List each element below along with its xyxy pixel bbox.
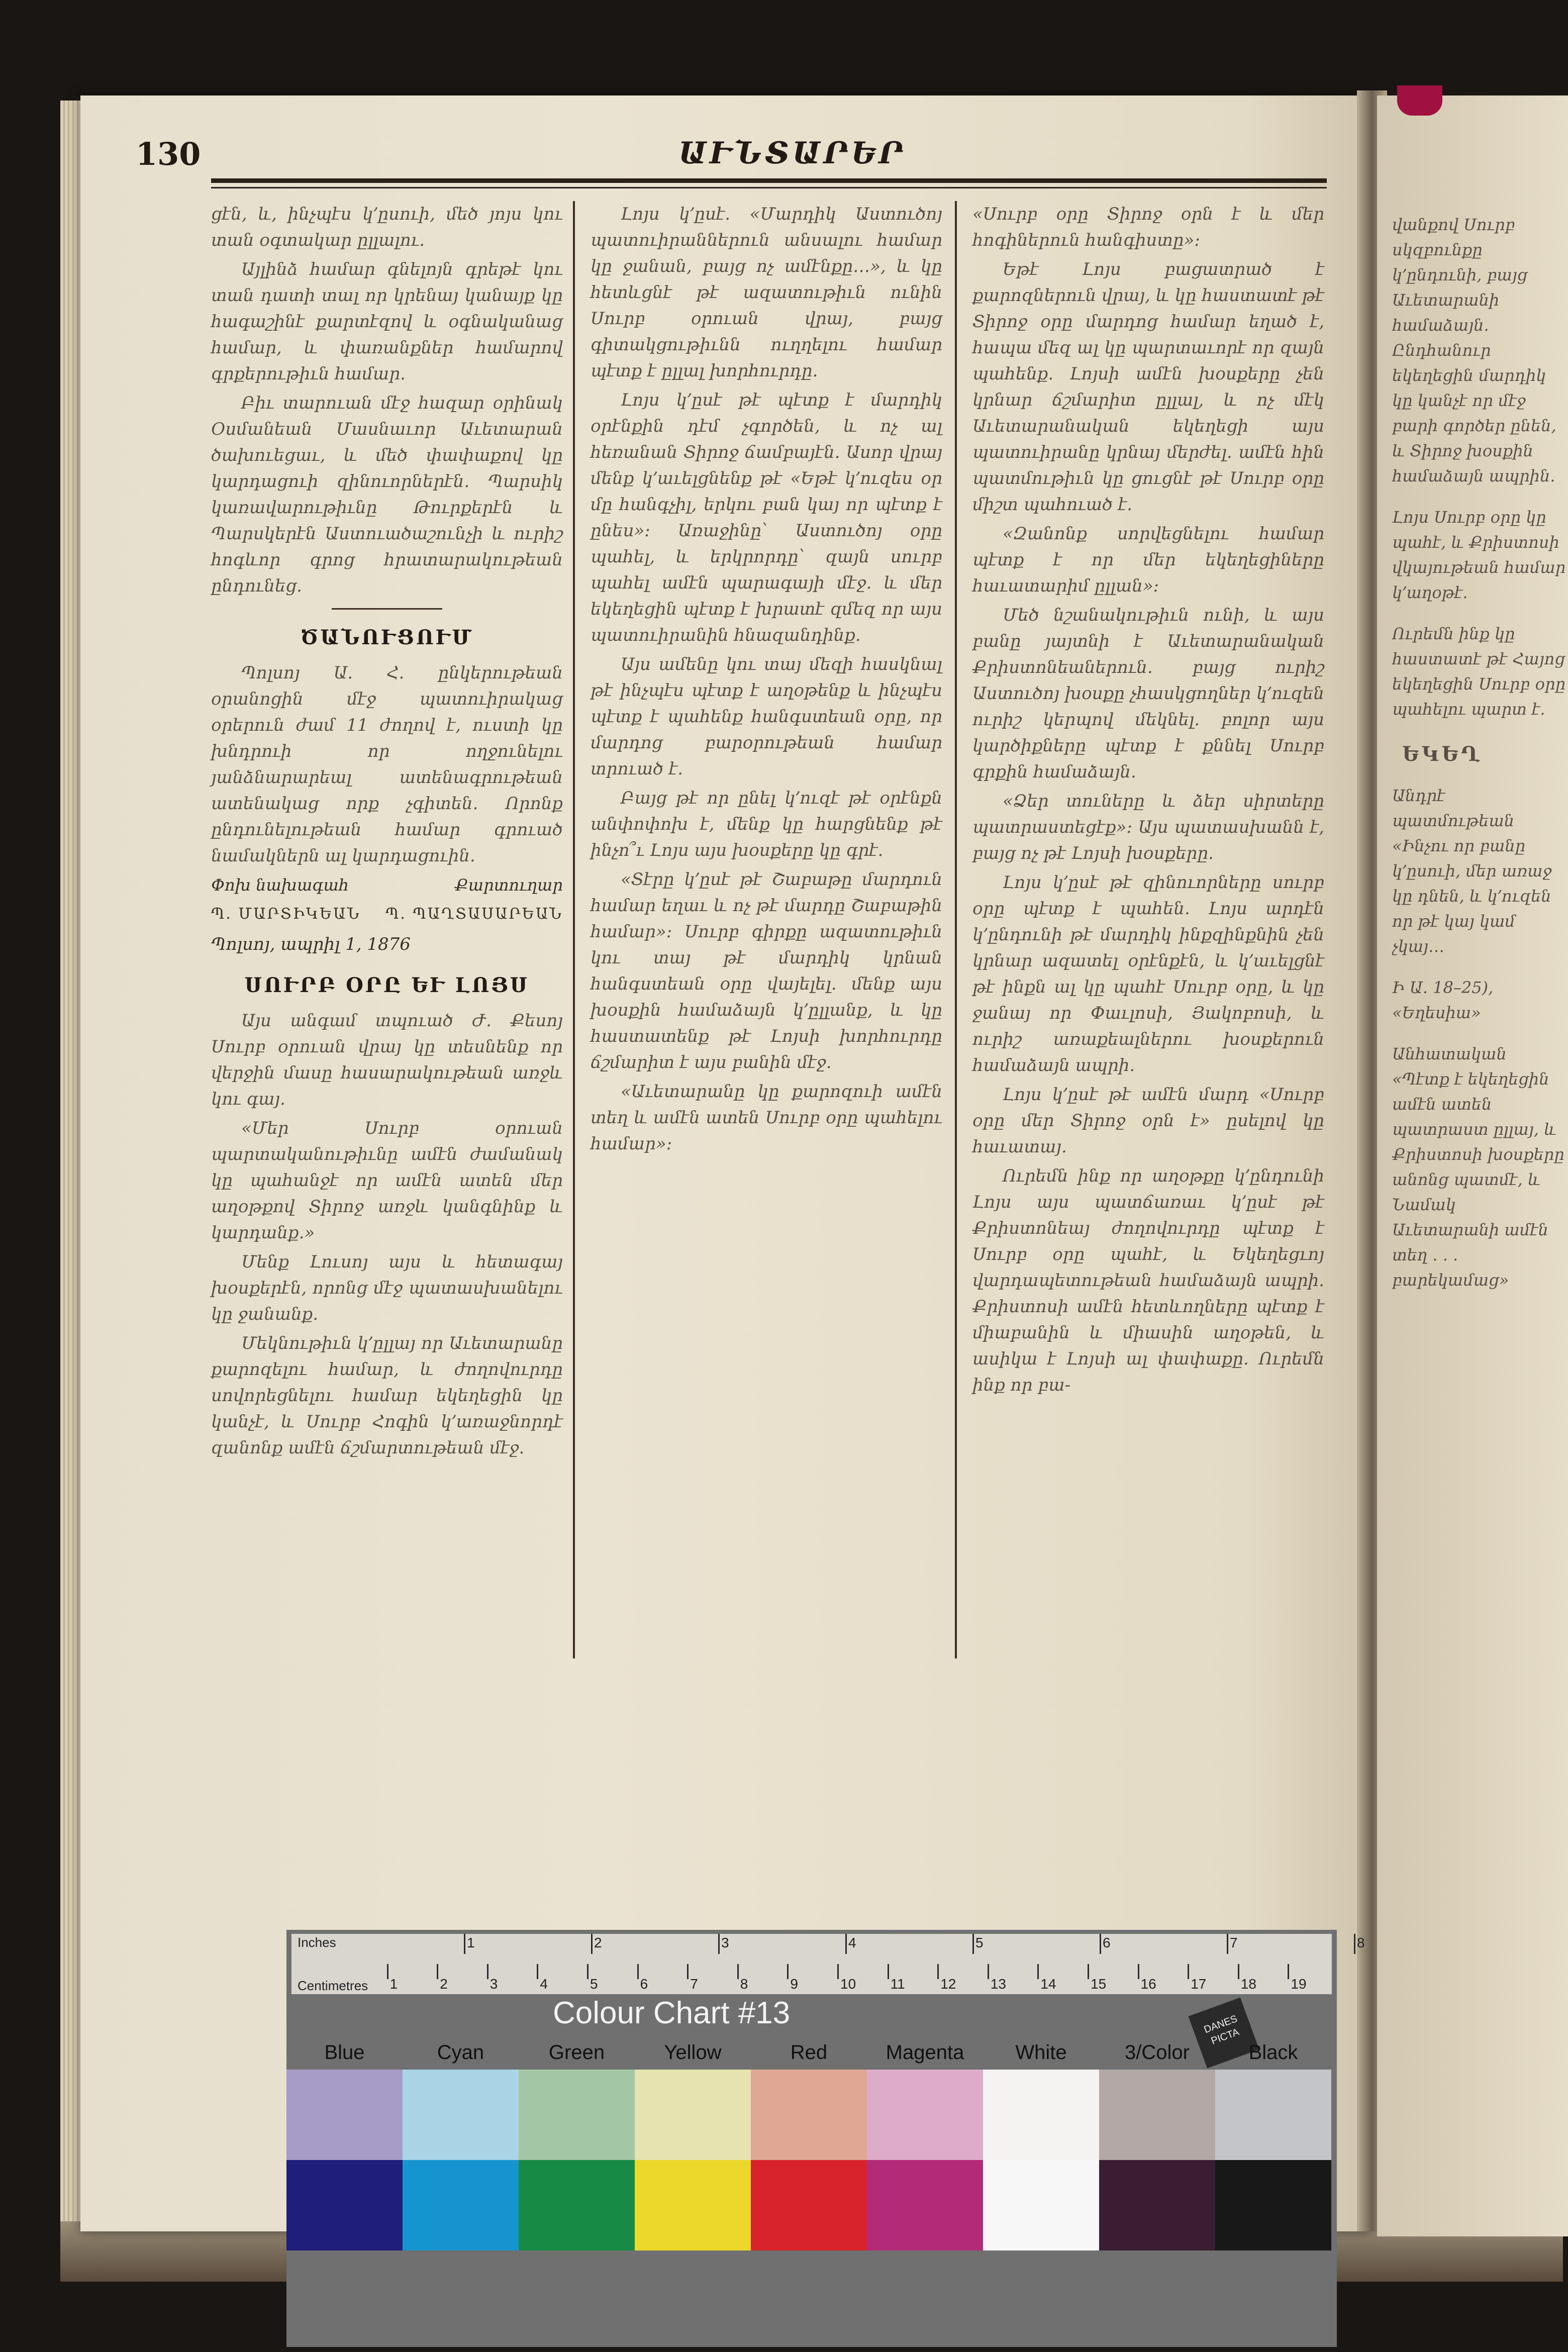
paragraph: Եթէ Լոյս բացատրած է քարոզներուն վրայ, և կը հաստատէ թէ Տիրոջ օրը մարդոց համար եղած է, հապա մեզ ալ կը պարտաւորէ որ զայն պահենք. Լոյսի ամէն խօսքերը չեն կրնար ճշմարիտ ըլլալ, և ոչ մէկ Աւետարանական եկեղեցի այս պատուիրանը կրնայ մերժել. ամէն հին պատմութիւն կը ցուցնէ թէ Սուրբ օրը միշտ պահուած է.	[972, 259, 1324, 515]
ruler-inch-label: 5	[975, 1935, 984, 1950]
section-heading-article: ՍՈՒՐԲ ՕՐԸ ԵՒ ԼՈՅՍ	[244, 973, 530, 997]
ruler-cm-label: 6	[640, 1976, 648, 1992]
paragraph: «Սուրբ օրը Տիրոջ օրն է և մեր հոգիներուն հանգիստը»:	[972, 204, 1324, 250]
swatch-label: White	[1015, 2041, 1067, 2064]
ruler-inch-label: 2	[594, 1935, 602, 1950]
paragraph: Ի Ա. 18–25), «Եղեսիա»	[1392, 978, 1494, 1022]
swatch-tint	[983, 2070, 1099, 2160]
paragraph: Մեկնութիւն կ՚ըլլայ որ Աւետարանը քարոզելու համար, և ժողովուրդը սովորեցնելու համար եկեղեցին կը կանչէ, և Սուրբ Հոգին կ՚առաջնորդէ զանոնք ամէն ճշմարտութեան մէջ.	[211, 1333, 563, 1458]
ruler-cm-label: 12	[940, 1976, 956, 1992]
ruler-inch-tick	[972, 1934, 974, 1954]
ruler-cm-label: 17	[1191, 1976, 1207, 1992]
ruler-cm-label: 13	[990, 1976, 1006, 1992]
swatch-solid	[519, 2160, 635, 2250]
ruler-cm-tick	[437, 1964, 438, 1979]
ruler-cm-tick	[1088, 1964, 1089, 1979]
right-page-column	[1392, 196, 1568, 1653]
signature-titles	[211, 872, 563, 898]
ruler-inch-label: 7	[1230, 1935, 1238, 1950]
ruler-cm-label: 9	[790, 1976, 798, 1992]
paragraph: «Ձեր տուները և ձեր սիրտերը պատրաստեցէք»: Այս պատասխանն է, բայց ոչ թէ Լոյսի խօսքերը.	[972, 791, 1324, 863]
section-heading-right: ԵԿԵՂ	[1402, 742, 1483, 766]
swatch-label: Red	[790, 2041, 828, 2064]
signature-title: Փոխ նախագահ	[211, 875, 349, 895]
bookmark-ribbon	[1397, 85, 1442, 116]
ruler-inch-label: 4	[848, 1935, 856, 1950]
signature-names	[211, 901, 563, 927]
signature-name: Պ. ՄԱՐՏԻԿԵԱՆ	[211, 905, 361, 923]
paragraph: Այլինձ համար գնելոյն գրեթէ կու տան դատի տալ որ կրենայ կանայք կը հագաշինէ քարտէզով և օգնականաց համար, և փառանքներ համարով գրքերութիւն համար.	[211, 259, 563, 384]
paragraph: «Զանոնք սորվեցնելու համար պէտք է որ մեր եկեղեցիները հաւատարիմ ըլլան»:	[972, 524, 1324, 596]
ruler-inch-tick	[845, 1934, 847, 1954]
ruler-cm-tick	[1037, 1964, 1039, 1979]
swatch-tint	[1099, 2070, 1215, 2160]
page-number: 130	[136, 136, 201, 172]
swatch-tint	[1215, 2070, 1331, 2160]
swatch-solid	[983, 2160, 1099, 2250]
paragraph: Մենք Լուսոյ այս և հետագայ խօսքերէն, որոնց մէջ պատասխանելու կը ջանանք.	[211, 1252, 563, 1324]
swatch-solid	[751, 2160, 867, 2250]
column-2	[591, 201, 942, 1160]
ruler-inch-tick	[718, 1934, 720, 1954]
ruler-cm-label: 14	[1040, 1976, 1056, 1992]
paragraph: վանքով Սուրբ սկզբունքը կ՚ընդունի, բայց Աւետարանի համաձայն. Ընդհանուր եկեղեցին մարդիկ կը կանչէ որ մէջ բարի գործեր ընեն, և Տիրոջ խօսքին համաձայն ապրին.	[1392, 215, 1556, 485]
paragraph: Լոյս Սուրբ օրը կը պահէ, և Քրիստոսի վկայութեան համար կ՚աղօթէ.	[1392, 508, 1566, 602]
ruler-cm-tick	[1138, 1964, 1139, 1979]
swatch-label: Blue	[324, 2041, 365, 2064]
ruler-cm-tick	[937, 1964, 939, 1979]
swatch-solid	[1215, 2160, 1331, 2250]
ruler-cm-label: 4	[540, 1976, 548, 1992]
paragraph: Ուրեմն ինք կը հաստատէ թէ Հայոց եկեղեցին Սուրբ օրը պահելու պարտ է.	[1392, 624, 1565, 719]
column-rule	[573, 201, 575, 1658]
ruler-inch-tick	[591, 1934, 593, 1954]
brand-logo: DANES PICTA	[1189, 1998, 1259, 2069]
signature-title: Քարտուղար	[454, 875, 563, 895]
ruler-cm-tick	[1238, 1964, 1239, 1979]
ruler-cm-tick	[1188, 1964, 1189, 1979]
ruler-cm-tick	[387, 1964, 388, 1979]
ruler-cm-label: 15	[1091, 1976, 1107, 1992]
section-heading-notice: ԾԱՆՈՒՑՈՒՄ	[300, 626, 474, 649]
ruler-unit-centimetres: Centimetres	[298, 1978, 368, 1993]
swatch-tint	[403, 2070, 519, 2160]
ruler-unit-inches: Inches	[298, 1935, 336, 1950]
swatch-solid	[403, 2160, 519, 2250]
swatch-solid	[635, 2160, 751, 2250]
ruler-cm-tick	[737, 1964, 739, 1979]
ruler-inch-label: 8	[1357, 1935, 1365, 1950]
swatch-label: Cyan	[437, 2041, 484, 2064]
ruler-cm-label: 10	[840, 1976, 856, 1992]
column-1	[211, 201, 563, 1464]
ruler-cm-label: 2	[440, 1976, 448, 1992]
paragraph: Բիւ տարուան մէջ հազար օրինակ Օսմանեան Մասնաւոր Աւետարան ծախուեցաւ, և մեծ փափաքով կը կարդացուի զինուորներէն. Պարսիկ կառավարութիւնը Թուրքերէն և Պարսկերէն Աստուածաշունչի և ուրիշ հոգևոր գրոց հրատարակութեան ընդունեց.	[211, 393, 563, 596]
header-rule-thin	[211, 187, 1327, 188]
swatch-tint	[867, 2070, 983, 2160]
paragraph: Լոյս կ՚ըսէ թէ զինուորները սուրբ օրը պէտք է պահեն. Լոյս արդէն կ՚ընդունի թէ մարդիկ ինքզինքնին չեն կրնար ազատել օրէնքէն, և կ՚աւելցնէ թէ ինքն ալ կը պահէ Սուրբ օրը, և կը ջանայ որ Փաւլոսի, Յակոբոսի, և ուրիշ առաքեալներու խօսքերուն համաձայն ապրի.	[972, 872, 1324, 1075]
ruler-inch-tick	[1100, 1934, 1101, 1954]
chart-title: Colour Chart #13	[553, 1996, 791, 2030]
swatch-tint	[286, 2070, 403, 2160]
paragraph: Անհատական «Պէտք է եկեղեցին ամէն ատեն պատրաստ ըլլայ, և Քրիստոսի խօսքերը անոնց պատմէ, և Նամակ Աւետարանի ամէն տեղ . . . բարեկամաց»	[1392, 1044, 1564, 1290]
ruler-cm-label: 7	[690, 1976, 698, 1992]
ruler-cm-label: 8	[740, 1976, 748, 1992]
ruler-cm-tick	[988, 1964, 989, 1979]
swatch-label: Yellow	[664, 2041, 722, 2064]
ruler-cm-label: 16	[1140, 1976, 1156, 1992]
swatch-label: 3/Color	[1125, 2041, 1190, 2064]
ruler-inch-label: 3	[721, 1935, 729, 1950]
ruler-cm-tick	[537, 1964, 538, 1979]
ruler-cm-tick	[687, 1964, 689, 1979]
ruler-inch-tick	[1354, 1934, 1355, 1954]
swatch-tint	[519, 2070, 635, 2160]
paragraph: Բայց թէ որ ընել կ՚ուզէ թէ օրէնքն անփոփոխ է, մենք կը հարցնենք թէ ինչո՞ւ Լոյս այս խօսքերը կը գրէ.	[591, 788, 942, 860]
signature-name: Պ. ՊԱՂՏԱՍԱՐԵԱՆ	[385, 905, 563, 923]
paragraph: Լոյս կ՚ըսէ. «Մարդիկ Աստուծոյ պատուիրաններուն անսալու համար կը ջանան, բայց ոչ ամէնքը…», և կը հետևցնէ թէ ազատութիւն ունին Սուրբ օրուան վրայ, բայց գիտակցութիւնն ուղղելու համար պէտք է ըլլալ խորհուրդը.	[591, 204, 942, 381]
paragraph: Այս անգամ տպուած Ժ. Քեսոյ Սուրբ օրուան վրայ կը տեսնենք որ վերջին մասը հասարակութեան առջև կու գայ.	[211, 1011, 563, 1109]
paragraph: «Աւետարանը կը քարոզուի ամէն տեղ և ամէն ատեն Սուրբ օրը պահելու համար»:	[591, 1082, 942, 1154]
measurement-ruler	[291, 1934, 1365, 1994]
paragraph: Այս ամենը կու տայ մեզի հասկնալ թէ ինչպէս պէտք է աղօթենք և ինչպէս պէտք է պահենք հանգստեան օրը, որ մարդոց բարօրութեան համար տրուած է.	[591, 654, 942, 779]
ruler-cm-label: 19	[1291, 1976, 1307, 1992]
ruler-inch-tick	[464, 1934, 465, 1954]
swatch-solid	[286, 2160, 403, 2250]
ruler-cm-tick	[837, 1964, 839, 1979]
column-rule	[955, 201, 957, 1658]
paragraph: «Մեր Սուրբ օրուան պարտականութիւնը ամէն ժամանակ կը պահանջէ որ ամէն ատեն մեր աղօթքով Տիրոջ առջև կանգնինք և կարդանք.»	[211, 1118, 563, 1243]
paragraph: Մեծ նշանակութիւն ունի, և այս բանը յայտնի է Աւետարանական Քրիստոնեաներուն. բայց ուրիշ Աստուծոյ խօսքը չհասկցողներ կ՚ուզեն ուրիշ կերպով մեկնել. բոլոր այս կարծիքները պէտք է քննել Սուրբ գրքին համաձայն.	[972, 605, 1324, 782]
notice-text: Պոլսոյ Ա. Հ. ընկերութեան օրանոցին մէջ պատուիրակաց օրերուն ժամ 11 ժողով է, ուստի կը խնդրուի որ ողջունելու յանձնարարեալ ատենագրութեան ատենակաց որք չգիտեն. Որոնք ընդունելութեան համար գրուած նամակներն ալ կարդացուին.	[211, 663, 563, 866]
ruler-cm-tick	[487, 1964, 488, 1979]
ruler-inch-tick	[1227, 1934, 1228, 1954]
swatch-tint	[635, 2070, 751, 2160]
dateline: Պոլսոյ, ապրիլ 1, 1876	[211, 934, 411, 954]
divider	[332, 608, 442, 610]
swatch-solid	[867, 2160, 983, 2250]
ruler-cm-label: 18	[1240, 1976, 1256, 1992]
paragraph: Ուրեմն ինք որ աղօթքը կ՚ընդունի Լոյս այս պատճառաւ կ՚ըսէ թէ Քրիստոնեայ ժողովուրդը պէտք է Սուրբ օրը պահէ, և Եկեղեցւոյ վարդապետութեան համաձայն ապրի. Քրիստոսի ամէն հետևողները պէտք է միաբանին և միասին աղօթեն, և ասիկա է Լոյսի ալ փափաքը. Ուրեմն ինք որ բա-	[972, 1166, 1324, 1395]
paragraph: Լոյս կ՚ըսէ թէ պէտք է մարդիկ օրէնքին դէմ չգործեն, և ոչ ալ հեռանան Տիրոջ ճամբայէն. Ասոր վրայ մենք կ՚աւելցնենք թէ «Եթէ կ՚ուզես օր մը հանգչիլ, երկու բան կայ որ պէտք է ընես»: Առաջինը՝ Աստուծոյ օրը պահել, և երկրորդը՝ զայն սուրբ պահել ամէն պարագայի մէջ. և մեր եկեղեցին պէտք է խրատէ զմեզ որ այս պատուիրանին հնազանդինք.	[591, 390, 942, 645]
swatch-solid	[1099, 2160, 1215, 2250]
colour-chart	[286, 1930, 1365, 2347]
ruler-cm-tick	[1288, 1964, 1289, 1979]
paragraph: Անդրէ պատմութեան «Ինչու որ բանը կ՚ըսուի, մեր առաջ կը դնեն, և կ՚ուզեն որ թէ կայ կամ չկայ…	[1392, 786, 1552, 956]
swatch-label: Black	[1248, 2041, 1298, 2064]
page-header	[136, 136, 1327, 176]
paragraph: ցէն, և, ինչպէս կ՚ըսուի, մեծ յոյս կու տան օգտակար ըլլալու.	[211, 204, 563, 250]
swatch-label: Magenta	[886, 2041, 964, 2064]
ruler-cm-tick	[587, 1964, 589, 1979]
column-3	[972, 201, 1324, 1401]
ruler-cm-label: 3	[489, 1976, 498, 1992]
header-rule-thick	[211, 178, 1327, 183]
ruler-inch-label: 1	[467, 1935, 475, 1950]
ruler-cm-label: 5	[590, 1976, 598, 1992]
running-title: ԱՒՆՏԱՐԵՐ	[678, 136, 907, 171]
paragraph: Լոյս կ՚ըսէ թէ ամէն մարդ «Սուրբ օրը մեր Տիրոջ օրն է» ըսելով կը հաւատայ.	[972, 1085, 1324, 1157]
swatch-label: Green	[548, 2041, 605, 2064]
ruler-cm-tick	[637, 1964, 639, 1979]
ruler-cm-tick	[787, 1964, 789, 1979]
swatch-tint	[751, 2070, 867, 2160]
ruler-inch-label: 6	[1103, 1935, 1111, 1950]
ruler-cm-tick	[888, 1964, 889, 1979]
ruler-cm-label: 1	[389, 1976, 398, 1992]
paragraph: «Տէրը կ՚ըսէ թէ Շաբաթը մարդուն համար եղաւ և ոչ թէ մարդը Շաբաթին համար»: Սուրբ գիրքը ազատութիւն կու տայ թէ մարդիկ կրնան հանգստեան օրը վայելել. մենք այս խօսքին համաձայն կ՚ըլլանք, և կը հաստատենք թէ Լոյսի խորհուրդը ճշմարիտ է այս բանին մէջ.	[591, 869, 942, 1072]
ruler-cm-label: 11	[890, 1976, 905, 1992]
